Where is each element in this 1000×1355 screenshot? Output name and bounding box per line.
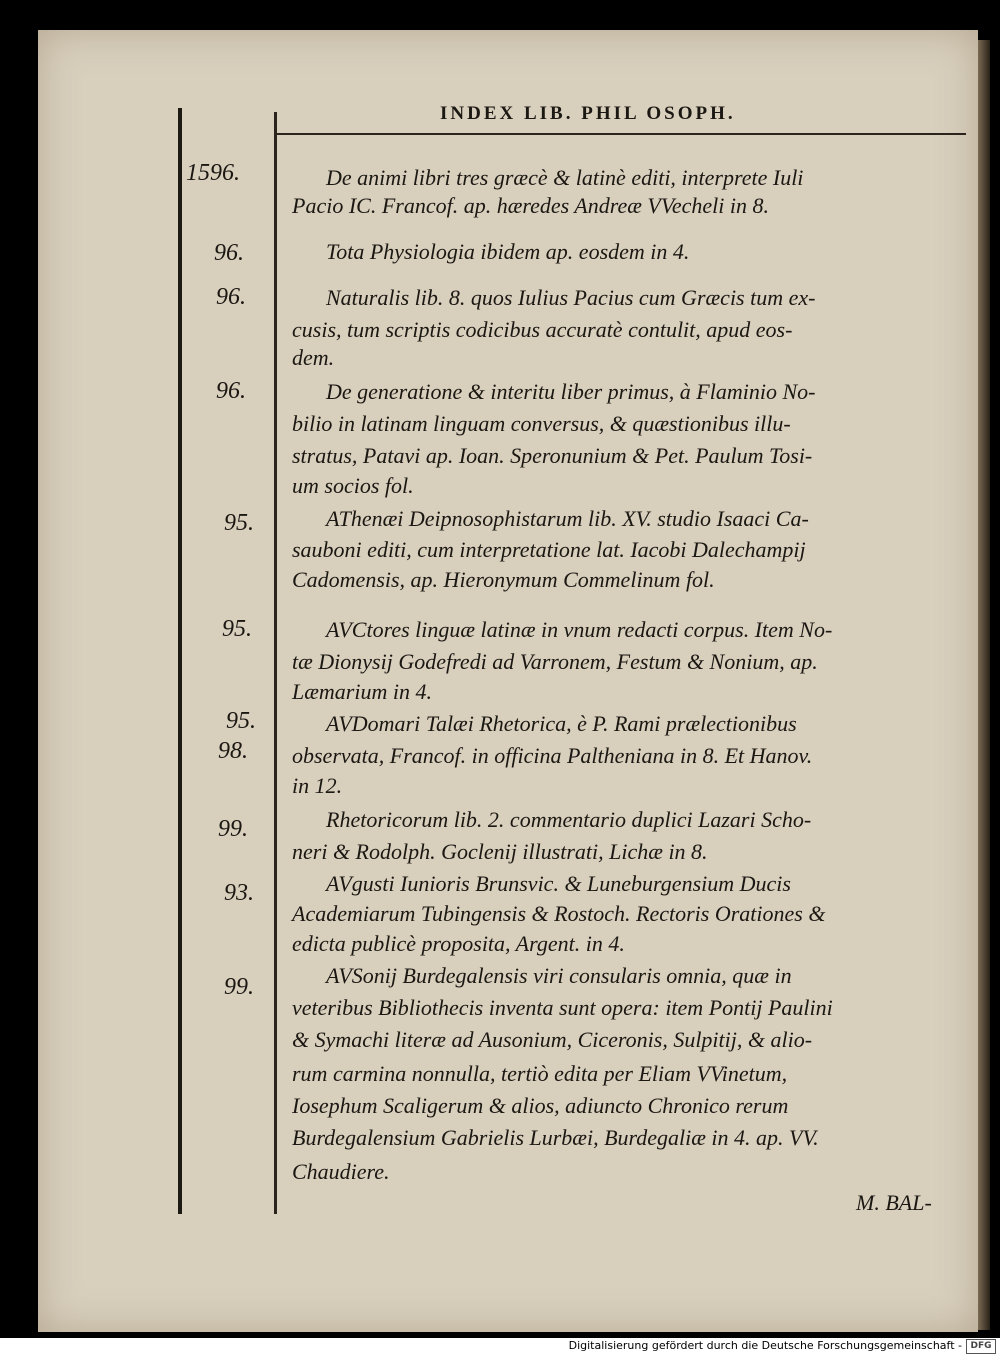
catchword: M. BAL- <box>856 1190 932 1215</box>
entry-line: AVDomari Talæi Rhetorica, è P. Rami prælectionibus <box>326 711 797 736</box>
entry-year: 93. <box>224 880 254 906</box>
entry-line: AVgusti Iunioris Brunsvic. & Luneburgensium Ducis <box>326 871 791 896</box>
entry-year: 96. <box>214 240 244 266</box>
entry-line: Burdegalensium Gabrielis Lurbæi, Burdegaliæ in 4. ap. VV. <box>292 1125 819 1150</box>
entry-year: 96. <box>216 284 246 310</box>
header-rule <box>276 133 966 135</box>
entry-line: Tota Physiologia ibidem ap. eosdem in 4. <box>326 239 690 264</box>
footer-credit: Digitalisierung gefördert durch die Deutsche Forschungsgemeinschaft - <box>568 1339 962 1352</box>
page-edge <box>978 40 990 1330</box>
margin-rule-right <box>274 112 277 1214</box>
entry-line: neri & Rodolph. Goclenij illustrati, Lichæ in 8. <box>292 839 708 864</box>
running-header: INDEX LIB. PHIL OSOPH. <box>440 103 736 124</box>
entry-line: AVCtores linguæ latinæ in vnum redacti corpus. Item No- <box>326 617 833 642</box>
entry-line: bilio in latinam linguam conversus, & quæstionibus illu- <box>292 411 791 436</box>
margin-rule-left <box>178 108 182 1214</box>
entry-line: veteribus Bibliothecis inventa sunt opera: item Pontij Paulini <box>292 995 833 1020</box>
dfg-logo: DFG <box>966 1339 996 1354</box>
entry-line: cusis, tum scriptis codicibus accuratè contulit, apud eos- <box>292 317 793 342</box>
entry-year: 1596. <box>186 160 240 186</box>
entry-line: rum carmina nonnulla, tertiò edita per Eliam VVinetum, <box>292 1061 788 1086</box>
entry-line: stratus, Patavi ap. Ioan. Speronunium & Pet. Paulum Tosi- <box>292 443 813 468</box>
entry-line: & Symachi literæ ad Ausonium, Ciceronis, Sulpitij, & alio- <box>292 1027 813 1052</box>
entry-line: AThenæi Deipnosophistarum lib. XV. studio Isaaci Ca- <box>326 506 809 531</box>
entry-year: 99. <box>218 816 248 842</box>
entry-line: um socios fol. <box>292 473 414 498</box>
entry-line: Academiarum Tubingensis & Rostoch. Rectoris Orationes & <box>292 901 826 926</box>
entry-line: sauboni editi, cum interpretatione lat. Iacobi Dalechampij <box>292 537 806 562</box>
entry-line: De animi libri tres græcè & latinè editi, interprete Iuli <box>326 165 804 190</box>
entry-year: 95. <box>224 510 254 536</box>
entry-line: Naturalis lib. 8. quos Iulius Pacius cum Græcis tum ex- <box>326 285 816 310</box>
entry-line: Rhetoricorum lib. 2. commentario duplici Lazari Scho- <box>326 807 812 832</box>
entry-year: 99. <box>224 974 254 1000</box>
entry-line: Læmarium in 4. <box>292 679 432 704</box>
entry-line: tæ Dionysij Godefredi ad Varronem, Festum & Nonium, ap. <box>292 649 818 674</box>
entry-line: Iosephum Scaligerum & alios, adiuncto Chronico rerum <box>292 1093 789 1118</box>
entry-line: dem. <box>292 345 335 370</box>
entry-year-2: 98. <box>218 738 248 764</box>
entry-line: Pacio IC. Francof. ap. hæredes Andreæ VVecheli in 8. <box>292 193 769 218</box>
entry-line: Cadomensis, ap. Hieronymum Commelinum fol. <box>292 567 715 592</box>
entry-year: 95. <box>222 616 252 642</box>
entry-line: in 12. <box>292 773 343 798</box>
entry-year: 95. <box>226 708 256 734</box>
entry-line: observata, Francof. in officina Paltheniana in 8. Et Hanov. <box>292 743 813 768</box>
entry-line: De generatione & interitu liber primus, à Flaminio No- <box>326 379 816 404</box>
entry-line: Chaudiere. <box>292 1159 390 1184</box>
entry-year: 96. <box>216 378 246 404</box>
entry-line: AVSonij Burdegalensis viri consularis omnia, quæ in <box>326 963 792 988</box>
entry-line: edicta publicè proposita, Argent. in 4. <box>292 931 625 956</box>
